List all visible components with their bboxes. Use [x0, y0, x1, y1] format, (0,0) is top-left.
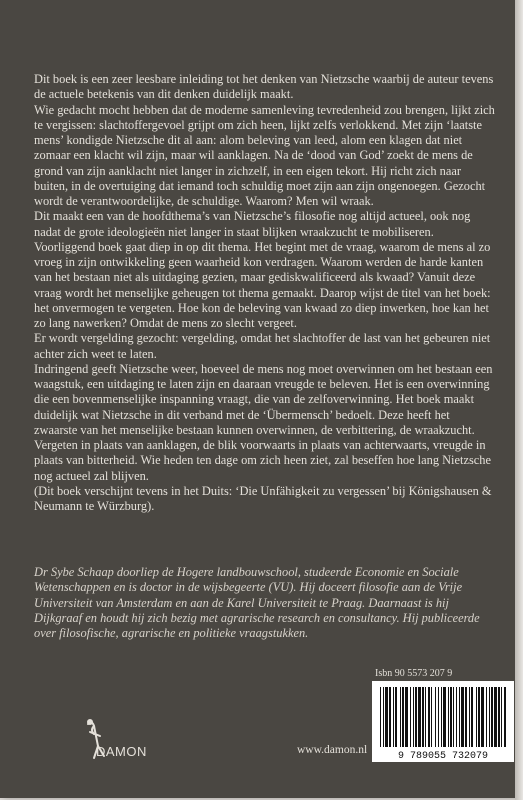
barcode-bar [400, 687, 401, 747]
barcode-bar [410, 687, 411, 747]
barcode-bar [486, 687, 487, 747]
barcode-bar [478, 687, 480, 747]
barcode-bar [418, 687, 421, 747]
barcode-bar [383, 687, 384, 747]
publisher-website[interactable]: www.damon.nl [297, 744, 368, 756]
blurb-paragraph-vergelding: Er wordt vergelding gezocht: vergelding, omdat het slachtoffer de last van het gebeuren niet achter zich weet te laten. [34, 331, 491, 361]
barcode-bar [413, 687, 414, 747]
blurb-paragraph-duits: (Dit boek verschijnt tevens in het Duits: ‘Die Unfähigkeit zu vergessen’ bij Königshausen & Neumann te Würzburg). [34, 483, 492, 513]
barcode-bar [402, 687, 404, 747]
barcode-bar [422, 687, 424, 747]
barcode-bar [491, 687, 493, 747]
barcode-bar [461, 687, 464, 747]
publisher-name: DAMON [96, 744, 147, 759]
barcode-bar [489, 687, 490, 747]
barcode-bar [393, 687, 394, 747]
barcode-bar [501, 687, 502, 747]
barcode-bar [395, 687, 397, 747]
barcode-bar [380, 687, 381, 747]
blurb-paragraph-ubermensch: Indringend geeft Nietzsche weer, hoeveel de mens nog moet overwinnen om het bestaan een waagstuk, een uitdaging te laten zijn en daaraan vreugde te beleven. Het is een overwinning die een bovenmenselijke inspanning vraagt, die van de zelfoverwinning. Het boek maakt duidelijk wat Nietzsche in dit verband met de ‘Übermensch’ bedoelt. Deze heeft het zwaarste van het menselijke bestaan kunnen overwinnen, de verbittering, de wraakzucht. Vergeten in plaats van aanklagen, de blik voorwaarts in plaats van achterwaarts, vreugde in plaats van bitterheid. Wie heden ten dage om zich heen ziet, zal beseffen hoe lang Nietzsche nog actueel zal blijven. [34, 361, 493, 483]
barcode-bar [441, 687, 442, 747]
barcode-bar [385, 687, 388, 747]
barcode-bar [453, 687, 454, 747]
barcode-bar [405, 687, 408, 747]
barcode-bar [481, 687, 484, 747]
barcode-bar [435, 687, 436, 747]
author-bio: Dr Sybe Schaap doorliep de Hogere landbouwschool, studeerde Economie en Sociale Wetenschappen en is doctor in de wijsbegeerte (VU). Hij doceert filosofie aan de Vrije Universiteit van Amsterdam en aan de Karel Universiteit te Praag. Daarnaast is hij Dijkgraaf en houdt hij zich bezig met agrarische research en consultancy. Hij publiceerde over filosofische, agrarische en politieke vraagstukken. [34, 565, 480, 641]
blurb-paragraph-laatste-mens: Wie gedacht mocht hebben dat de moderne samenleving tevredenheid zou brengen, lijkt zich te vergissen: slachtoffergevoel grijpt om zich heen, lijkt zelfs verlokkend. Met zijn ‘laatste mens’ kondigde Nietzsche dit al aan: alom beleving van leed, alom een klagen dat niet zomaar een klacht wil zijn, maar wil aanklagen. Na de ‘dood van God’ zoekt de mens de grond van zijn aanklacht niet langer in zichzelf, in een eigen tekort. Hij richt zich naar buiten, in de overtuiging dat iemand toch schuldig moet zijn aan zijn ongenoegen. Gezocht wordt de verantwoordelijke, de schuldige. Waarom? Men wil wraak. [34, 102, 495, 208]
barcode-bar [456, 687, 457, 747]
blurb-paragraph-intro: Dit boek is een zeer leesbare inleiding tot het denken van Nietzsche waarbij de auteur tevens de actuele betekenis van dit denken duidelijk maakt. [34, 72, 494, 102]
barcode-bar [448, 687, 449, 747]
barcode-bar [498, 687, 500, 747]
barcode-bar [476, 687, 477, 747]
isbn-label: Isbn 90 5573 207 9 [375, 668, 453, 679]
barcode-bar [494, 687, 497, 747]
blurb [34, 72, 496, 514]
barcode-bar [504, 687, 506, 747]
barcode-bar [471, 687, 473, 747]
barcode [372, 681, 514, 762]
barcode-bar [431, 687, 432, 747]
barcode-bar [459, 687, 460, 747]
blurb-paragraph-hoofdthema: Dit maakt een van de hoofdthema’s van Nietzsche’s filosofie nog altijd actueel, ook nog nadat de grote ideologieën niet langer in staat blijken wraakzucht te mobiliseren. Voorliggend boek gaat diep in op dit thema. Het begint met de vraag, waarom de mens al zo vroeg in zijn ontwikkeling geen waarheid kon verdragen. Waarom werden de harde kanten van het bestaan niet als uitdaging gezien, maar gediskwalificeerd als kwaad? Vanuit deze vraag wordt het menselijke geheugen tot thema gemaakt. Daarop wijst de titel van het boek: het onvermogen te vergeten. Hoe kon de beleving van kwaad zo diep inwerken, hoe kan het zo lang nawerken? Omdat de mens zo slecht vergeet. [34, 209, 491, 330]
barcode-bar [438, 687, 439, 747]
barcode-bar [428, 687, 430, 747]
barcode-bar [450, 687, 452, 747]
barcode-bar [425, 687, 426, 747]
barcode-bar [443, 687, 446, 747]
barcode-bar [415, 687, 417, 747]
page-edge [515, 0, 523, 800]
barcode-bar [389, 687, 391, 747]
barcode-number: 9 789055 732079 [397, 751, 489, 762]
barcode-bar [469, 687, 470, 747]
barcode-icon [372, 681, 514, 762]
barcode-bar [465, 687, 467, 747]
